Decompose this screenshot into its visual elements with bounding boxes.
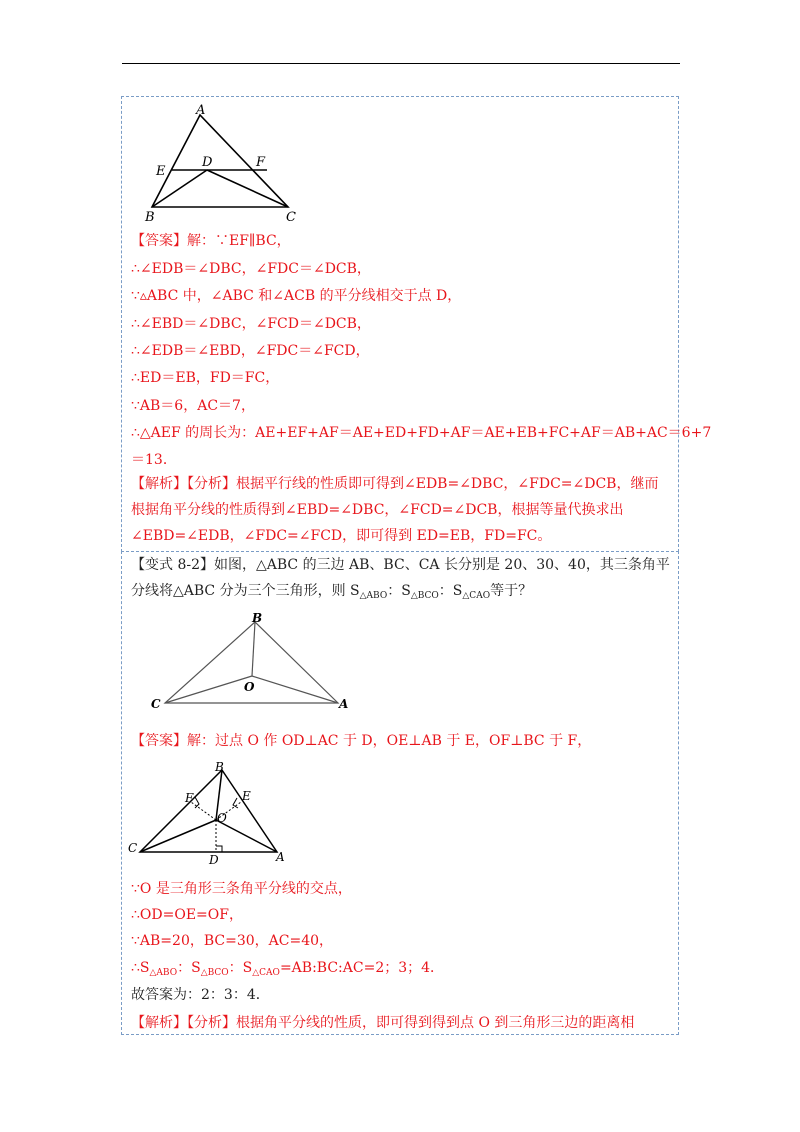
sub-abo: △ABO (149, 968, 178, 978)
label-e: E (156, 164, 166, 179)
triangle-figure-3 (125, 758, 295, 868)
answer1-line-6: ∵AB＝6，AC＝7， (131, 398, 255, 414)
label-b: B (215, 760, 224, 774)
sep-2: ：S (228, 960, 253, 976)
analysis-text: 根据角平分线的性质，即可得到得到点 O 到三角形三边的距离相 (236, 1015, 635, 1031)
label-a: A (276, 850, 285, 864)
analysis2-line-0 (131, 1013, 634, 1033)
answer1-line-3: ∴∠EBD＝∠DBC，∠FCD＝∠DCB， (131, 316, 371, 332)
analysis-tag: 【解析】【分析】 (131, 1015, 236, 1031)
final-answer: 故答案为：2：3：4． (131, 987, 270, 1003)
variant-line-2 (131, 581, 532, 606)
answer2-line-0 (131, 731, 591, 751)
analysis1-line-2: ∠EBD=∠EDB，∠FDC=∠FCD，即可得到 ED=EB，FD=FC。 (131, 528, 552, 544)
sep-1: ：S (177, 960, 201, 976)
answer-text: 解：∵EF∥BC， (187, 233, 291, 249)
answer2-line-3: ∵AB=20，BC=30，AC=40， (131, 933, 334, 949)
label-b: B (145, 210, 155, 222)
answer1-line-5: ∴ED＝EB，FD＝FC， (131, 370, 280, 386)
answer-tag: 【答案】 (131, 233, 187, 249)
answer1-line-4: ∴∠EDB＝∠EBD，∠FDC＝∠FCD， (131, 343, 370, 359)
answer-text: 解：过点 O 作 OD⊥AC 于 D，OE⊥AB 于 E，OF⊥BC 于 F， (187, 733, 592, 749)
label-o: O (217, 811, 227, 825)
answer2-line-2: ∴OD=OE=OF， (131, 907, 243, 923)
answer1-line-7: ∴△AEF 的周长为：AE+EF+AF＝AE+ED+FD+AF＝AE+EB+FC+AF＝AB+AC＝6+7 (131, 425, 712, 441)
label-d: D (209, 853, 219, 867)
answer2-line-4 (131, 958, 444, 983)
answer1-line-2: ∵▵ABC 中，∠ABC 和∠ACB 的平分线相交于点 D， (131, 288, 462, 304)
answer-tag: 【答案】 (131, 733, 187, 749)
triangle-figure-1 (140, 100, 310, 222)
ratio-suffix: =AB:BC:AC=2；3；4． (279, 960, 445, 976)
answer1-line-0 (131, 231, 291, 251)
variant-text-2: 分线将△ABC 分为三个三角形，则 S (131, 583, 360, 599)
analysis-tag: 【解析】【分析】 (131, 476, 236, 492)
label-c: C (128, 841, 138, 855)
label-d: D (202, 155, 213, 170)
sub-bco: △BCO (200, 968, 229, 978)
ratio-prefix: ∴S (131, 960, 150, 976)
label-e: E (242, 789, 251, 803)
label-f: F (256, 155, 266, 170)
label-f: F (185, 791, 194, 805)
analysis1-line-1: 根据角平分线的性质得到∠EBD=∠DBC，∠FCD=∠DCB，根据等量代换求出 (131, 502, 624, 518)
answer1-line-1: ∴∠EDB＝∠DBC，∠FDC＝∠DCB， (131, 261, 371, 277)
variant-text: 如图，△ABC 的三边 AB、BC、CA 长分别是 20、30、40，其三条角平 (214, 557, 670, 573)
sep-2: ：S (438, 583, 463, 599)
analysis1-line-0 (131, 474, 658, 494)
analysis-text: 根据平行线的性质即可得到∠EDB=∠DBC，∠FDC=∠DCB，继而 (236, 476, 659, 492)
sub-bco: △BCO (410, 591, 439, 601)
answer2-line-1: ∵O 是三角形三条角平分线的交点， (131, 881, 352, 897)
label-c: C (151, 697, 161, 710)
variant-line-1 (131, 555, 670, 575)
sub-cao: △CAO (252, 968, 280, 978)
sub-abo: △ABO (359, 591, 388, 601)
label-b: B (252, 611, 263, 625)
label-a: A (339, 697, 349, 710)
variant-tag: 【变式 8-2】 (131, 557, 214, 573)
label-c: C (286, 210, 296, 222)
answer1-line-8: ＝13． (131, 452, 177, 468)
label-a: A (196, 103, 206, 118)
sub-cao: △CAO (462, 591, 491, 601)
header-rule (122, 63, 680, 64)
variant-suffix: 等于？ (490, 583, 533, 599)
label-o: O (244, 680, 255, 694)
triangle-figure-2 (140, 610, 355, 710)
sep-1: ：S (387, 583, 411, 599)
